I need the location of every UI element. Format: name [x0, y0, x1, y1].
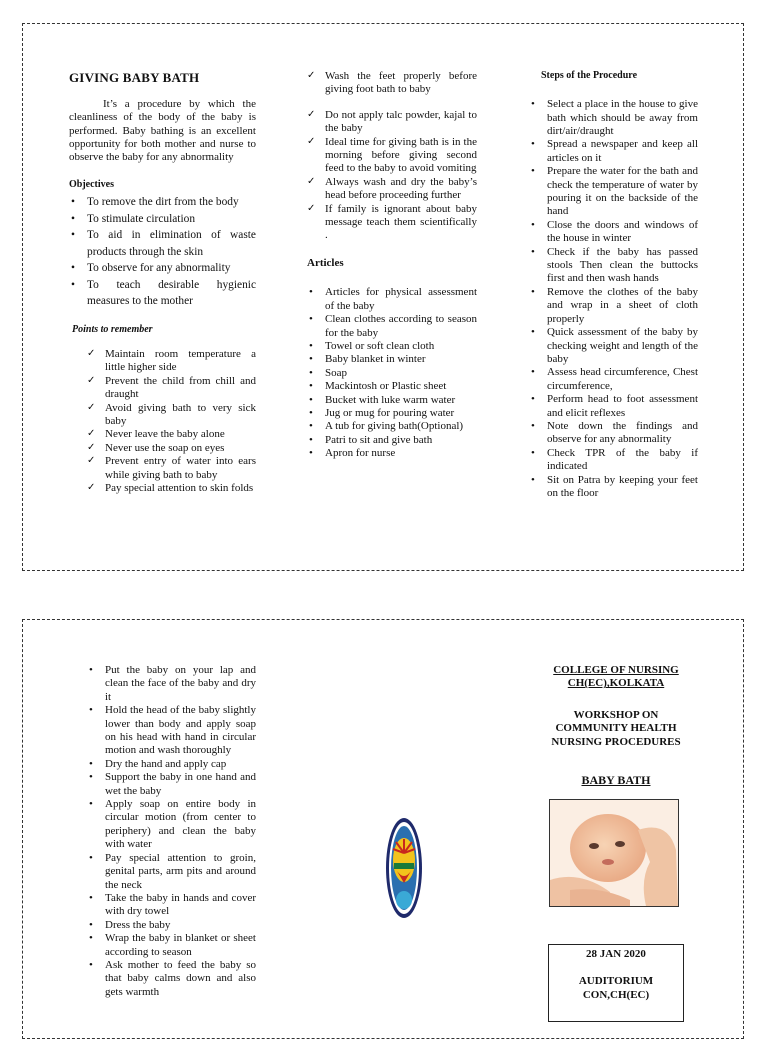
step-item: • Check if the baby has passed stools Then clean the buttocks first and then wash hands	[523, 246, 698, 286]
article-item: • Apron for nurse	[301, 447, 477, 460]
emblem-icon	[355, 805, 453, 931]
step-item: • Hold the head of the baby slightly lower than body and apply soap on his head with hand in circular motion and wash thoroughly	[81, 704, 256, 758]
tip-item: ✓ Always wash and dry the baby’s head before proceeding further	[307, 176, 477, 203]
step-item: • Select a place in the house to give bath which should be away from dirt/air/draught	[523, 98, 698, 138]
article-item: • Bucket with luke warm water	[301, 394, 477, 407]
workshop-line3: NURSING PROCEDURES	[551, 735, 681, 748]
tip-item: ✓ If family is ignorant about baby message teach them scientifically .	[307, 203, 477, 243]
objective-item: • To observe for any abnormality	[63, 260, 256, 277]
point-item: ✓ Pay special attention to skin folds	[87, 482, 256, 495]
step-item: • Take the baby in hands and cover with dry towel	[81, 892, 256, 919]
step-item: • Sit on Patra by keeping your feet on the floor	[523, 474, 698, 501]
column-steps	[523, 70, 698, 500]
article-item: • Clean clothes according to season for the baby	[301, 313, 477, 340]
column-tips-articles	[307, 70, 477, 461]
objective-item: • To remove the dirt from the body	[63, 194, 256, 211]
tips-list	[307, 70, 477, 243]
step-item: • Dry the hand and apply cap	[81, 758, 256, 771]
column-intro	[69, 70, 256, 495]
articles-heading: Articles	[307, 256, 344, 269]
point-item: ✓ Prevent the child from chill and draught	[87, 375, 256, 402]
college-name-line2: CH(EC),KOLKATA	[567, 677, 665, 690]
step-item: • Prepare the water for the bath and check the temperature of water by pouring it on the backside of the hand	[523, 165, 698, 219]
workshop-line2: COMMUNITY HEALTH	[555, 722, 677, 735]
point-item: ✓ Prevent entry of water into ears while giving bath to baby	[87, 455, 256, 482]
college-logo	[355, 805, 453, 931]
step-item: • Quick assessment of the baby by checking weight and length of the baby	[523, 326, 698, 366]
topic-title: BABY BATH	[581, 773, 651, 788]
step-item: • Perform head to foot assessment and elicit reflexes	[523, 393, 698, 420]
step-item: • Put the baby on your lap and clean the face of the baby and dry it	[81, 664, 256, 704]
baby-photo	[549, 799, 679, 907]
article-item: • Soap	[301, 367, 477, 380]
steps-list	[523, 98, 698, 500]
workshop-line1: WORKSHOP ON	[573, 708, 659, 721]
tip-item: ✓ Ideal time for giving bath is in the morning before giving second feed to the baby to avoid vomiting	[307, 136, 477, 176]
objectives-list	[63, 194, 256, 310]
article-item: • A tub for giving bath(Optional)	[301, 420, 477, 433]
objective-item: • To stimulate circulation	[63, 211, 256, 228]
event-details-box	[548, 944, 684, 1022]
step-item: • Support the baby in one hand and wet the baby	[81, 771, 256, 798]
objective-item: • To teach desirable hygienic measures to the mother	[63, 277, 256, 310]
article-item: • Jug or mug for pouring water	[301, 407, 477, 420]
article-item: • Patri to sit and give bath	[301, 434, 477, 447]
step-item: • Remove the clothes of the baby and wrap in a sheet of cloth properly	[523, 286, 698, 326]
step-item: • Close the doors and windows of the house in winter	[523, 219, 698, 246]
page-title: GIVING BABY BATH	[69, 70, 200, 85]
objective-item: • To aid in elimination of waste products through the skin	[63, 227, 256, 260]
intro-paragraph: It’s a procedure by which the cleanliness of the body of the baby is performed. Baby bathing is an excellent opportunity for both mother and nurse to observe the baby for any abnormality	[69, 97, 256, 164]
article-item: • Towel or soft clean cloth	[301, 340, 477, 353]
point-item: ✓ Never leave the baby alone	[87, 428, 256, 441]
objectives-heading: Objectives	[69, 178, 114, 190]
step-item: • Assess head circumference, Chest circumference,	[523, 366, 698, 393]
points-list	[87, 348, 256, 495]
point-item: ✓ Never use the soap on eyes	[87, 442, 256, 455]
step-item: • Apply soap on entire body in circular motion (from center to periphery) and clean the baby with water	[81, 798, 256, 852]
college-name-line1: COLLEGE OF NURSING	[553, 664, 679, 676]
steps-heading: Steps of the Procedure	[541, 70, 638, 81]
step-item: • Note down the findings and observe for any abnormality	[523, 420, 698, 447]
steps-continued-list	[81, 664, 256, 999]
point-item: ✓ Avoid giving bath to very sick baby	[87, 402, 256, 429]
article-item: • Baby blanket in winter	[301, 353, 477, 366]
baby-image-icon	[550, 800, 678, 906]
tip-item: ✓ Wash the feet properly before giving foot bath to baby	[307, 70, 477, 97]
column-steps-continued	[81, 664, 256, 999]
points-heading: Points to remember	[72, 323, 153, 335]
articles-list	[301, 286, 477, 460]
cover-column	[525, 664, 707, 788]
article-item: • Articles for physical assessment of the baby	[301, 286, 477, 313]
step-item: • Check TPR of the baby if indicated	[523, 447, 698, 474]
step-item: • Spread a newspaper and keep all articles on it	[523, 138, 698, 165]
event-venue-line2: CON,CH(EC)	[582, 988, 650, 1001]
step-item: • Ask mother to feed the baby so that baby calms down and also gets warmth	[81, 959, 256, 999]
article-item: • Mackintosh or Plastic sheet	[301, 380, 477, 393]
step-item: • Wrap the baby in blanket or sheet according to season	[81, 932, 256, 959]
step-item: • Dress the baby	[81, 919, 256, 932]
event-date: 28 JAN 2020	[586, 948, 646, 960]
point-item: ✓ Maintain room temperature a little higher side	[87, 348, 256, 375]
event-venue-line1: AUDITORIUM	[578, 975, 654, 988]
step-item: • Pay special attention to groin, genital parts, arm pits and around the neck	[81, 852, 256, 892]
tip-item: ✓ Do not apply talc powder, kajal to the baby	[307, 109, 477, 136]
